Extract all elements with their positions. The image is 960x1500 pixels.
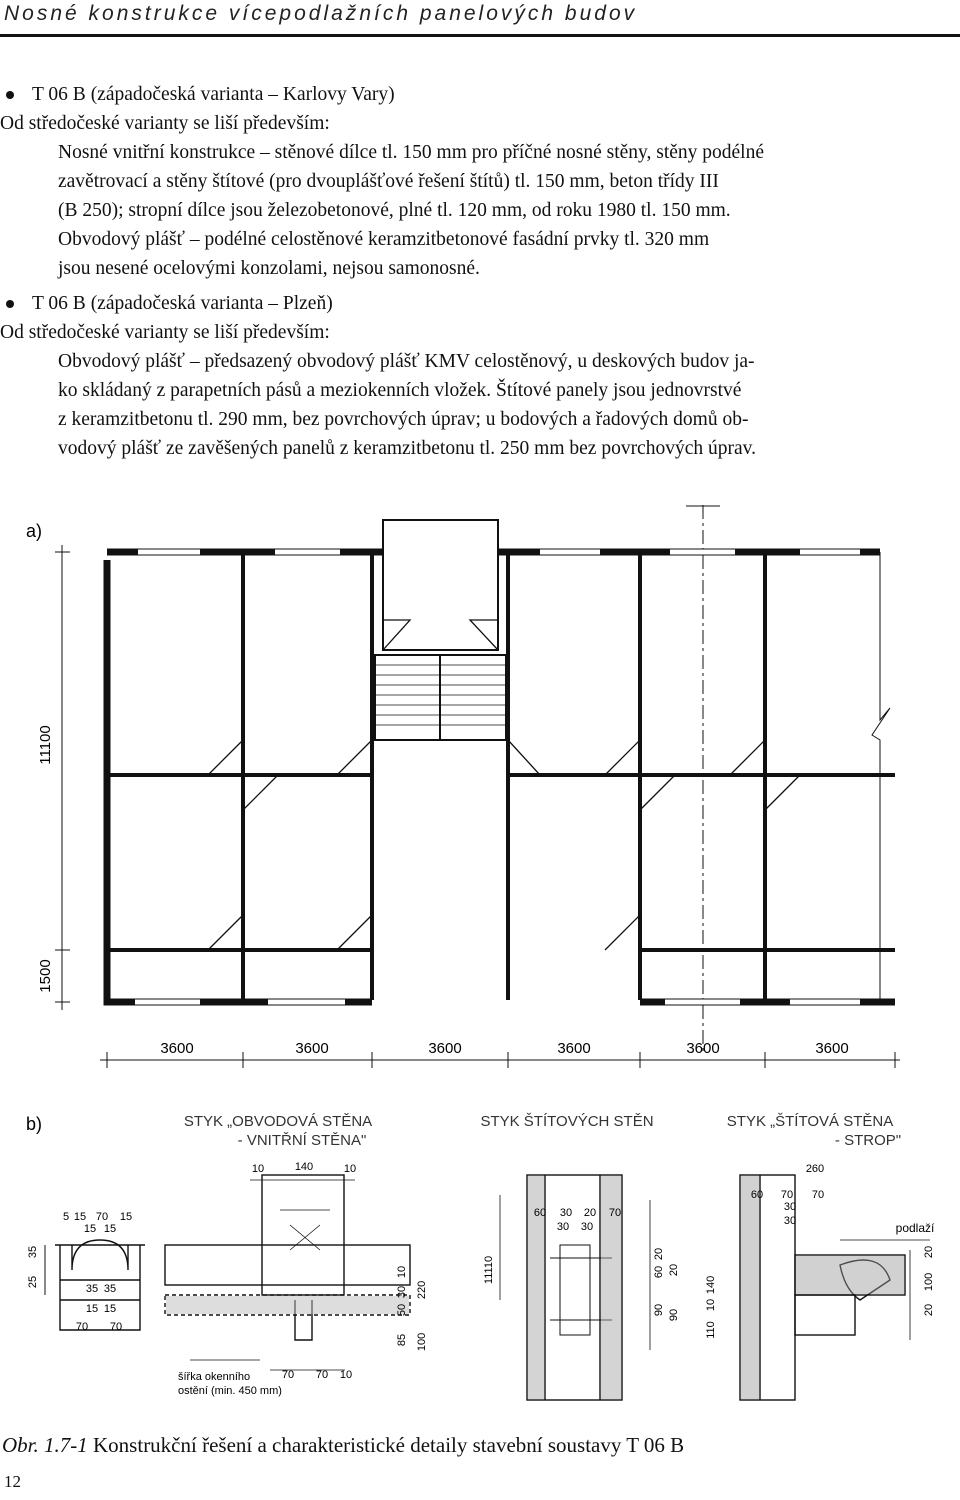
- dim-horizontal: 3600: [557, 1040, 591, 1057]
- body-text: [0, 80, 960, 463]
- caption-text: Konstrukční řešení a charakteristické detaily stavební soustavy T 06 B: [93, 1433, 685, 1457]
- dim-horizontal: 3600: [295, 1040, 329, 1057]
- dim-horizontal: 3600: [428, 1040, 462, 1057]
- detail3-dim: 70: [780, 1189, 794, 1201]
- detail3-dim: 60: [750, 1189, 764, 1201]
- detail2-dim: 70: [608, 1207, 622, 1219]
- profile-dim: 35: [103, 1283, 117, 1295]
- dim-horizontal: 3600: [686, 1040, 720, 1057]
- detail2-dim: 11110: [483, 1255, 495, 1285]
- detail3-dim: 260: [805, 1163, 825, 1175]
- detail2-dim: 60: [533, 1207, 547, 1219]
- detail-gable-walls: [500, 1175, 650, 1400]
- detail1-dim: 70: [281, 1369, 295, 1381]
- text-line: jsou nesené ocelovými konzolami, nejsou samonosné.: [58, 258, 480, 279]
- detail2-dim: 60: [653, 1265, 665, 1279]
- horizontal-dimension: [100, 1052, 900, 1068]
- detail1-dim: 10: [339, 1369, 353, 1381]
- text-line: (B 250); stropní dílce jsou železobetonové, plné tl. 120 mm, od roku 1980 tl. 150 mm.: [58, 200, 731, 221]
- detail1-dim: 70: [315, 1369, 329, 1381]
- detail1-dim: 140: [294, 1161, 314, 1173]
- dim-horizontal: 3600: [815, 1040, 849, 1057]
- profile-dim: 15: [103, 1223, 117, 1235]
- bullet-heading-plzen: [0, 289, 960, 318]
- detail1-dim: 220: [416, 1280, 428, 1300]
- detail-title: STYK ŠTÍTOVÝCH STĚN: [480, 1113, 654, 1130]
- profile-dim: 25: [27, 1275, 39, 1289]
- detail-outer-inner-wall: [165, 1175, 410, 1370]
- detail1-dim: 10: [396, 1265, 408, 1279]
- detail3-dim: 70: [811, 1189, 825, 1201]
- floor-label: podlaží: [895, 1221, 935, 1235]
- detail3-dim: 110: [705, 1321, 717, 1339]
- dim-vertical-11100: 11100: [37, 725, 54, 765]
- detail-title: - STROP": [834, 1132, 902, 1149]
- detail3-dim: 20: [923, 1245, 935, 1259]
- detail1-dim: 100: [416, 1332, 428, 1352]
- detail3-dim: 30: [783, 1215, 797, 1227]
- running-header: [0, 0, 960, 34]
- technical-drawing: [0, 500, 960, 1420]
- header-rule: [0, 34, 960, 37]
- detail3-dim: 30: [783, 1201, 797, 1213]
- caption-label: Obr. 1.7-1: [2, 1433, 88, 1457]
- text-line: Nosné vnitřní konstrukce – stěnové dílce tl. 150 mm pro příčné nosné stěny, stěny podélné: [58, 142, 765, 163]
- text-line: zavětrovací a stěny štítové (pro dvouplášťové řešení štítů) tl. 150 mm, beton třídy III: [58, 171, 719, 192]
- dim-vertical-1500: 1500: [37, 959, 54, 993]
- detail-title: STYK „ŠTÍTOVÁ STĚNA: [726, 1113, 894, 1130]
- section-heading: T 06 B (západočeská varianta – Plzeň): [32, 293, 333, 314]
- door-swings: [208, 620, 800, 950]
- profile-dim: 35: [27, 1245, 39, 1259]
- figure-drawing: [0, 500, 960, 1420]
- label-b: b): [26, 1114, 43, 1134]
- detail1-dim: 10: [343, 1163, 357, 1175]
- detail2-dim: 90: [668, 1308, 680, 1322]
- insulation-hatch: [166, 1296, 409, 1317]
- detail3-dim: 10: [705, 1298, 717, 1312]
- detail-title: STYK „OBVODOVÁ STĚNA: [183, 1113, 373, 1130]
- window-note: ostění (min. 450 mm): [178, 1385, 282, 1397]
- label-a: a): [26, 521, 43, 541]
- profile-dim: 70: [109, 1321, 123, 1333]
- profile-dim: 35: [85, 1283, 99, 1295]
- staircase: [375, 520, 506, 740]
- section-intro: Od středočeské varianty se liší především:: [0, 322, 330, 343]
- figure-caption: [2, 1433, 684, 1458]
- header-title: Nosné konstrukce vícepodlažních panelových budov: [4, 2, 638, 25]
- detail3-dim: 140: [705, 1275, 717, 1295]
- text-line: ko skládaný z parapetních pásů a meziokenních vložek. Štítové panely jsou jednovrstvé: [58, 380, 742, 401]
- section-heading: T 06 B (západočeská varianta – Karlovy Vary): [32, 84, 395, 105]
- detail2-dim: 90: [653, 1303, 665, 1317]
- detail1-dim: 30: [396, 1285, 408, 1299]
- profile-dim: 15: [119, 1211, 133, 1223]
- profile-dim: 70: [75, 1321, 89, 1333]
- detail2-dim: 20: [668, 1263, 680, 1277]
- profile-dim: 15: [103, 1303, 117, 1315]
- detail2-dim: 30: [559, 1207, 573, 1219]
- text-line: z keramzitbetonu tl. 290 mm, bez povrchových úprav; u bodových a řadových domů ob-: [58, 409, 749, 430]
- slab-hatch: [741, 1176, 904, 1399]
- detail1-dim: 85: [396, 1333, 408, 1347]
- profile-dim: 5: [62, 1211, 70, 1223]
- text-line: Obvodový plášť – podélné celostěnové keramzitbetonové fasádní prvky tl. 320 mm: [58, 229, 710, 250]
- profile-dim: 70: [95, 1211, 109, 1223]
- text-line: vodový plášť ze zavěšených panelů z keramzitbetonu tl. 250 mm bez povrchových úprav.: [58, 438, 757, 459]
- detail3-dim: 100: [923, 1272, 935, 1292]
- detail3-dim: 20: [923, 1303, 935, 1317]
- detail2-dim: 20: [653, 1247, 665, 1261]
- section-intro: Od středočeské varianty se liší především:: [0, 113, 330, 134]
- detail2-dim: 30: [580, 1221, 594, 1233]
- vertical-dimension: [55, 545, 70, 1010]
- page-number: 12: [4, 1472, 21, 1491]
- dim-horizontal: 3600: [160, 1040, 194, 1057]
- detail1-dim: 10: [251, 1163, 265, 1175]
- profile-dim: 15: [73, 1211, 87, 1223]
- text-line: Obvodový plášť – předsazený obvodový plášť KMV celostěnový, u deskových budov ja-: [58, 351, 755, 372]
- section-paragraph: [0, 347, 960, 463]
- detail-title: - VNITŘNÍ STĚNA": [237, 1132, 367, 1149]
- section-paragraph: [0, 138, 960, 283]
- profile-dim: 15: [83, 1223, 97, 1235]
- axis-line: [686, 505, 890, 1055]
- window-note: šířka okenního: [178, 1371, 251, 1383]
- bullet-heading-karlovy-vary: [0, 80, 960, 109]
- profile-dim: 15: [85, 1303, 99, 1315]
- detail2-dim: 20: [583, 1207, 597, 1219]
- floor-plan: [107, 505, 895, 1055]
- detail2-dim: 30: [556, 1221, 570, 1233]
- detail1-dim: 50: [396, 1303, 408, 1317]
